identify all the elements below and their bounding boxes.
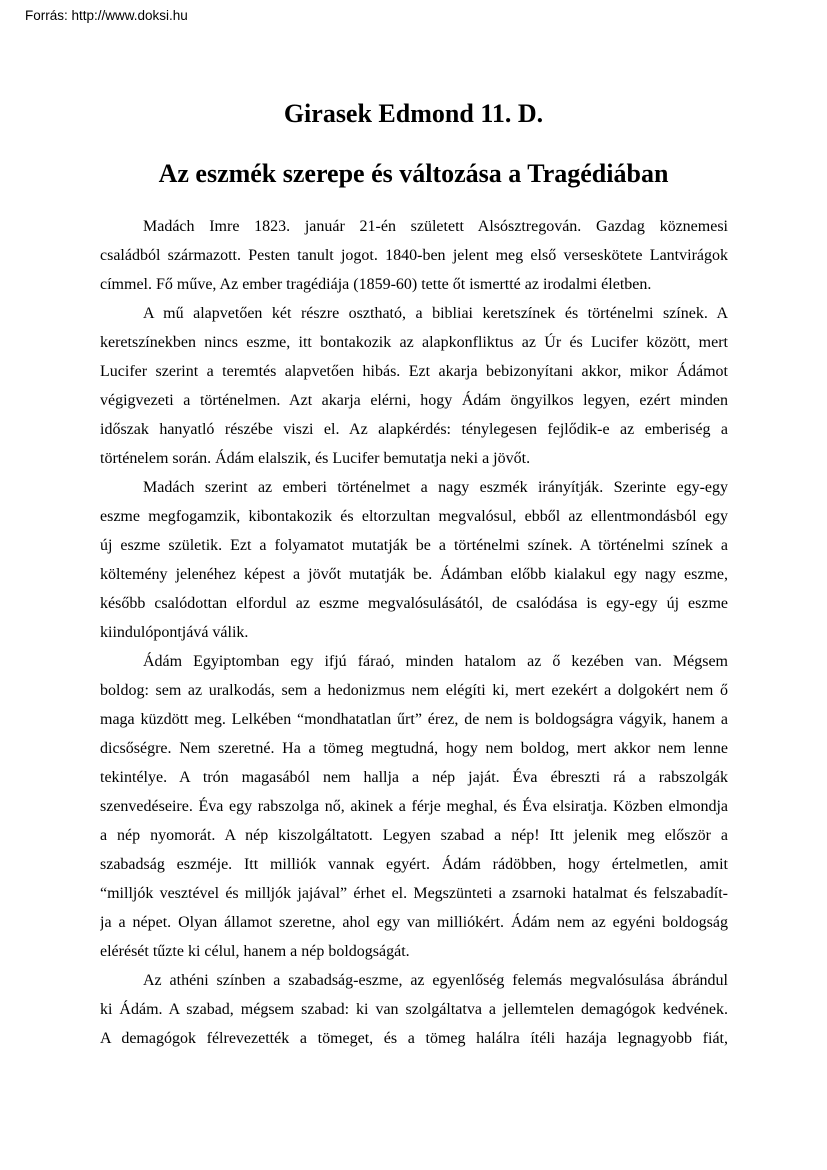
text-line: tekintélye. A trón magasából nem hallja a nép jaját. Éva ébreszti rá a rabszolgák (100, 769, 728, 786)
paragraph-madach-bio (100, 212, 728, 299)
text-line: A demagógok félrevezették a tömeget, és a tömeg halálra ítéli hazája legnagyobb fiát, (100, 1030, 728, 1047)
paragraph-mu-szerkezete (100, 299, 728, 473)
text-line: címmel. Fő műve, Az ember tragédiája (1859-60) tette őt ismertté az irodalmi életben. (100, 276, 652, 293)
essay-title: Az eszmék szerepe és változása a Tragédiában (158, 159, 669, 188)
source-url-text: Forrás: http://www.doksi.hu (25, 8, 188, 23)
text-line: időszak hanyatló részébe viszi el. Az alapkérdés: ténylegesen fejlődik-e az emberiség a (100, 421, 728, 438)
text-line: A mű alapvetően két részre osztható, a bibliai keretszínek és történelmi színek. A (143, 305, 728, 322)
text-line: boldog: sem az uralkodás, sem a hedonizmus nem elégíti ki, mert ezekért a dolgokért nem ő (100, 682, 728, 699)
text-line: ja a népet. Olyan államot szeretne, ahol egy van milliókért. Ádám nem az egyéni boldogság (100, 914, 728, 931)
text-line: Lucifer szerint a teremtés alapvetően hibás. Ezt akarja bebizonyítani akkor, mikor Ádámot (100, 363, 728, 380)
text-line: szenvedéseire. Éva egy rabszolga nő, akinek a férje meghal, és Éva elsiratja. Közben elmondja (100, 798, 728, 815)
essay-body (100, 212, 728, 1053)
text-line: eszme megfogamzik, kibontakozik és eltorzultan megvalósul, ebből az ellentmondásból egy (100, 508, 728, 525)
text-line: Az athéni színben a szabadság-eszme, az egyenlőség felemás megvalósulása ábrándul (143, 972, 728, 989)
text-line: Madách Imre 1823. január 21-én született Alsósztregován. Gazdag köznemesi (143, 218, 728, 235)
text-line: keretszínekben nincs eszme, itt bontakozik az alapkonfliktus az Úr és Lucifer között, mert (100, 334, 728, 351)
text-line: költemény jelenéhez képest a jövőt mutatják be. Ádámban előbb kialakul egy nagy eszme, (100, 566, 728, 583)
text-line: a nép nyomorát. A nép kiszolgáltatott. Legyen szabad a nép! Itt jelenik meg először a (100, 827, 728, 844)
text-line: végigvezeti a történelmen. Azt akarja elérni, hogy Ádám öngyilkos legyen, ezért minden (100, 392, 728, 409)
text-line: új eszme születik. Ezt a folyamatot mutatják be a történelmi színek. A történelmi színek a (100, 537, 728, 554)
text-line: Madách szerint az emberi történelmet a nagy eszmék irányítják. Szerinte egy-egy (143, 479, 728, 496)
text-line: később csalódottan elfordul az eszme megvalósulásától, de csalódása is egy-egy új eszme (100, 595, 728, 612)
author-heading: Girasek Edmond 11. D. (283, 99, 544, 128)
paragraph-egyiptomi-szin (100, 647, 728, 966)
text-line: maga küzdött meg. Lelkében “mondhatatlan űrt” érez, de nem is boldogságra vágyik, hanem a (100, 711, 728, 728)
text-line: “milljók vesztével és milljók jajával” érhet el. Megszünteti a zsarnoki hatalmat és felszabadít- (100, 885, 728, 902)
paragraph-atheni-szin (100, 966, 728, 1053)
text-line: történelem során. Ádám elalszik, és Lucifer bemutatja neki a jövőt. (100, 450, 531, 467)
text-line: Ádám Egyiptomban egy ifjú fáraó, minden hatalom az ő kezében van. Mégsem (143, 653, 728, 670)
text-line: ki Ádám. A szabad, mégsem szabad: ki van szolgáltatva a jellemtelen demagógok kedvének. (100, 1001, 728, 1018)
text-line: szabadság eszméje. Itt milliók vannak egyért. Ádám rádöbben, hogy értelmetlen, amit (100, 856, 728, 873)
text-line: dicsőségre. Nem szeretné. Ha a tömeg megtudná, hogy nem boldog, mert akkor nem lenne (100, 740, 728, 757)
text-line: családból származott. Pesten tanult jogot. 1840-ben jelent meg első verseskötete Lantvirágok (100, 247, 728, 264)
paragraph-eszmek-folyamata (100, 473, 728, 647)
text-line: elérését tűzte ki célul, hanem a nép boldogságát. (100, 943, 410, 960)
text-line: kiindulópontjává válik. (100, 624, 249, 641)
